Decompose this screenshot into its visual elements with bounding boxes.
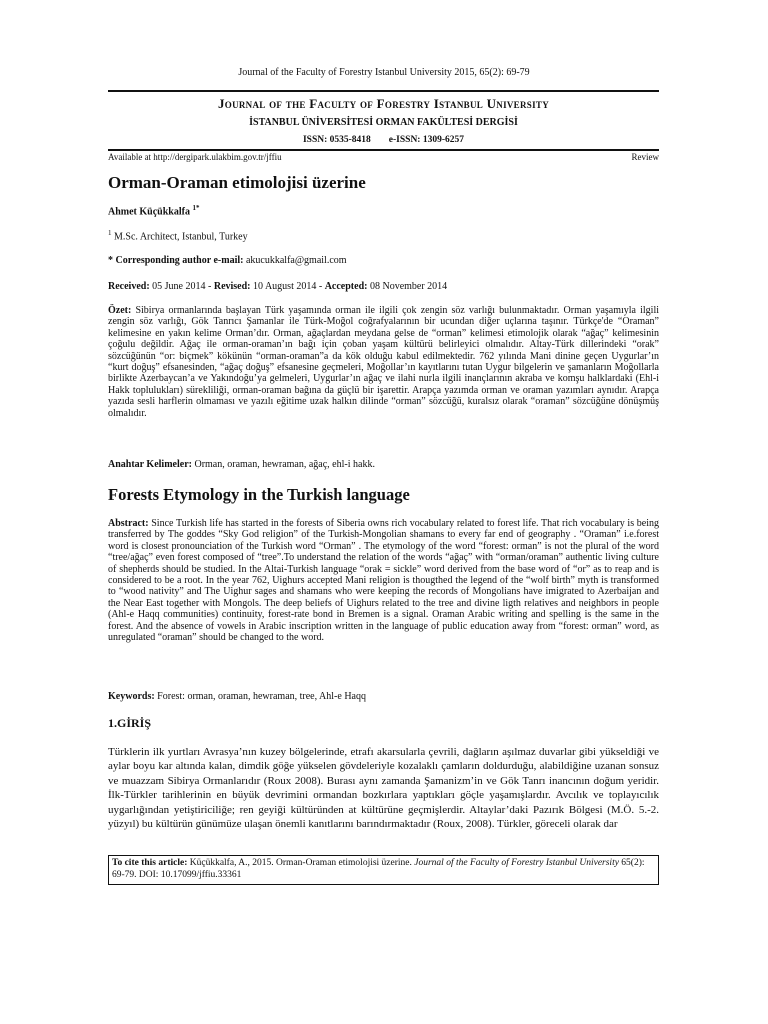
issn: ISSN: 0535-8418 <box>302 135 371 145</box>
corresponding-label: * Corresponding author e-mail: <box>108 255 244 266</box>
ozet-label: Özet: <box>108 305 132 316</box>
author-name: Ahmet Küçükkalfa <box>108 206 190 218</box>
affiliation <box>108 229 248 242</box>
received-label: Received: <box>108 281 150 292</box>
affiliation-text: M.Sc. Architect, Istanbul, Turkey <box>114 231 248 243</box>
keywords-en-text: Forest: orman, oraman, hewraman, tree, Ahl-e Haqq <box>157 691 366 702</box>
accepted-date: 08 November 2014 <box>369 281 448 292</box>
keywords-en-label: Keywords: <box>108 691 155 702</box>
article-title-turkish: Orman-Oraman etimolojisi üzerine <box>108 173 366 192</box>
citation-label: To cite this article: <box>112 858 188 868</box>
header-top-rule <box>108 90 659 92</box>
abstract-label: Abstract: <box>108 518 149 529</box>
citation-details: 65(2): 69-79. DOI: 10.17099/jffiu.33361 <box>112 858 645 880</box>
journal-title: Journal of the Faculty of Forestry Istanbul University <box>217 96 549 111</box>
citation-box <box>108 855 659 885</box>
running-header: Journal of the Faculty of Forestry Istanbul University 2015, 65(2): 69-79 <box>238 67 530 78</box>
availability-link[interactable]: Available at http://dergipark.ulakbim.gov.tr/jffiu <box>108 152 282 162</box>
abstract-text: Since Turkish life has started in the forests of Siberia owns rich vocabulary related to forest life. That rich vocabulary is being transferred by The goddes “Sky God religion” of the Turkish-Mongolian shamans to every far end of geography . “Oraman” i.e.forest word is closest pronounciation of the Turkish word “Orman” . The etymology of the word “forest: orman” is not the plural of the word “tree/ağaç” even forest composed of “tree”.To understand the relation of the words “ağaç” with “orman/oraman” authentic living culture of shepherds should be studied. In the Altai-Turkish language “orak = sickle” word derived from the base word of “or” as to reap and is considered to be a root. In the year 762, Uighurs accepted Mani religion is thougthed the legend of the “wolf birth” myth is transformed to “wood nativity” and The Uighur sages and shamans who were keeping the records of Mongolians have imigrated to Azerbaijan and the Near East together with Mongols. The deep beliefs of Uighurs related to the tree and divine ligth relatives and neighbors in people (Ahl-e Haqq communities) continuity, forest-rate bond in Bremen is a signal. Oraman Arabic writing and spelling is the same in the forest. And the absence of vowels in Arabic inscription written in the language of public education away from “forest: orman” word, as unregulated “oraman” should be changed to the word. <box>108 518 660 644</box>
revised-label: Revised: <box>213 281 251 292</box>
corresponding-author <box>108 255 347 266</box>
journal-subtitle: İSTANBUL ÜNİVERSİTESİ ORMAN FAKÜLTESİ DERGİSİ <box>249 117 518 128</box>
article-title-english: Forests Etymology in the Turkish language <box>108 485 410 504</box>
keywords-tr-label: Anahtar Kelimeler: <box>108 459 192 470</box>
ozet-paragraph <box>108 305 659 419</box>
received-date: 05 June 2014 <box>152 281 206 292</box>
eissn: e-ISSN: 1309-6257 <box>388 135 465 145</box>
article-dates: Received: 05 June 2014 - Revised: 10 August 2014 - Accepted: 08 November 2014 <box>108 281 448 292</box>
keywords-english <box>108 691 659 702</box>
keywords-turkish <box>108 459 659 470</box>
ozet-text: Sibirya ormanlarında başlayan Türk yaşamında orman ile ilgili çok zengin söz varlığı bulunmaktadır. Orman yaşamıyla ilgili zengin söz varlığı, Gök Tanrıcı Şamanlar ile Türk-Moğol coğrafyalarının bir ucundan diğer uçlarına taşınır. Türkçe'de “Oraman” kelimesine en yakın kelime Orman’dır. Orman, ağaçlardan meydana gelse de “orman” kelimesi etimolojik olarak “ağaç” kelimesinin çoğulu değildir. Ağaç ile orman-oraman’ın bağı için çoban yaşam kültürü belirleyici olmalıdır. Altay-Türk dillerindeki “orak” sözcüğünün “or: biçmek” kökünün “orman-oraman”a da kök olduğu kabul edilmektedir. 762 yılında Mani dinine geçen Uygurlar’ın “kurt doğuş” efsanesinden, “ağaç doğuş” efsanesine geçmeleri, Moğollar’ın kayıtlarını tutan Uygur bilgelerin ve şamanların Moğollarla birlikte Azerbaycan’a ve Yakındoğu’ya gelmeleri, Uygurlar’ın ağaç ve ilahi nurla ilgili inançlarının akraba ve komşu halklardaki (Ehl-i Hakk toplulukları) sürekliliği, orman-oraman bağına da güçlü bir işarettir. Arapça yazımda orman ve oraman yazımları aynıdır. Arapça yazıda sesli harflerin olmaması ve yazılı eğitime uzak halkın dilinde “orman” sözcüğü, kuralsız olarak “oraman” sözcüğüne dönüşmüş olmalıdır. <box>108 305 660 419</box>
author <box>108 204 199 217</box>
author-marks: 1* <box>192 204 200 212</box>
article-type: Review <box>631 152 659 162</box>
citation-journal: Journal of the Faculty of Forestry Istanbul University <box>414 858 619 868</box>
citation-text: Küçükkalfa, A., 2015. Orman-Oraman etimolojisi üzerine. <box>189 858 412 868</box>
affiliation-mark: 1 <box>108 229 112 237</box>
accepted-label: Accepted: <box>324 281 368 292</box>
header-bottom-rule <box>108 149 659 151</box>
abstract-paragraph <box>108 518 659 643</box>
issn-line <box>108 135 659 145</box>
section-heading: 1.GİRİŞ <box>108 716 152 730</box>
revised-date: 10 August 2014 <box>253 281 317 292</box>
giris-paragraph: Türklerin ilk yurtları Avrasya’nın kuzey bölgelerinde, etrafı akarsularla çevrili, dağların aşılmaz duvarlar gibi yükseldiği ve aylar boyu kar altında kalan, dimdik göğe yükselen gövdeleriyle kozalaklı çamların doldurduğu, alabildiğine uzanan sonsuz ve muazzam Sibirya Ormanlarıdır (Roux 2008). Burası aynı zamanda Şamanizm’in ve Gök Tanrı inancının doğum yeridir. İlk-Türkler tarihlerinin en büyük devrimini ormandan bozkırlara yaptıkları göçle yaşamışlardır. Avcılık ve toplayıcılık uygarlığından yetiştiriciliğe; ren geyiği kültüründen at kültürüne geçmişlerdir. Altaylar’daki Pazırık Bölgesi (M.Ö. 5.-2. yüzyıl) bu kültürün günümüze ulaşan önemli kanıtlarını barındırmaktadır (Roux, 2008). Türkler, göreceli olarak dar <box>108 746 659 831</box>
keywords-tr-text: Orman, oraman, hewraman, ağaç, ehl-i hakk. <box>194 459 375 470</box>
corresponding-email[interactable]: akucukkalfa@gmail.com <box>245 255 347 266</box>
